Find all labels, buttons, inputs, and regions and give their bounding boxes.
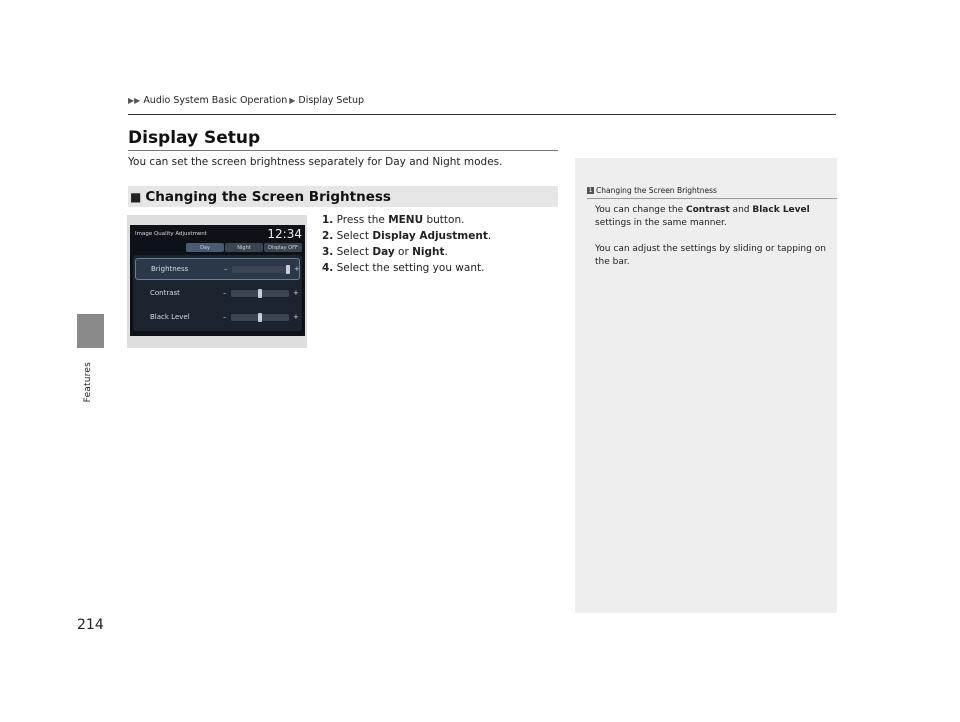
- slider-track[interactable]: [231, 314, 289, 321]
- step-item: 3. Select Day or Night.: [322, 246, 448, 258]
- breadcrumb-item-audio-system[interactable]: Audio System Basic Operation: [143, 95, 288, 106]
- breadcrumb-item-display-setup[interactable]: Display Setup: [298, 95, 365, 106]
- note-divider: [587, 198, 837, 199]
- step-item: 4. Select the setting you want.: [322, 262, 485, 274]
- section-heading-text: Changing the Screen Brightness: [145, 188, 391, 205]
- screen-title: Image Quality Adjustment: [135, 231, 207, 237]
- step-item: 1. Press the MENU button.: [322, 214, 465, 226]
- page-title: Display Setup: [128, 128, 261, 148]
- note-number-badge: 1: [588, 187, 593, 194]
- note-paragraph: You can change the Contrast and Black Level settings in the same manner.: [595, 205, 810, 228]
- note-body: [595, 204, 827, 282]
- sidebar-chapter-tab[interactable]: [77, 314, 104, 348]
- setting-row-contrast[interactable]: [135, 282, 300, 304]
- step-list: [322, 212, 491, 276]
- step-item: 2. Select Display Adjustment.: [322, 230, 492, 242]
- square-bullet-icon: ■: [130, 189, 142, 204]
- screen-illustration: [127, 215, 307, 348]
- slider-knob[interactable]: [286, 265, 290, 274]
- minus-icon[interactable]: –: [223, 313, 227, 321]
- plus-icon[interactable]: +: [293, 313, 299, 321]
- settings-panel: [133, 255, 302, 331]
- note-heading-text: Changing the Screen Brightness: [596, 186, 717, 195]
- setting-row-black-level[interactable]: [135, 306, 300, 328]
- intro-text: You can set the screen brightness separately for Day and Night modes.: [128, 156, 503, 168]
- screen-clock: 12:34: [267, 227, 302, 241]
- page-number: 214: [77, 617, 104, 633]
- plus-icon[interactable]: +: [294, 265, 300, 273]
- setting-label: Brightness: [151, 265, 189, 273]
- breadcrumb: [128, 95, 364, 106]
- breadcrumb-arrow-icon: ▶▶: [128, 96, 141, 105]
- note-heading: [587, 186, 717, 195]
- setting-label: Black Level: [150, 313, 190, 321]
- slider-knob[interactable]: [258, 289, 262, 298]
- breadcrumb-arrow-icon: ▶: [289, 96, 296, 105]
- setting-row-brightness[interactable]: [135, 258, 300, 280]
- section-heading: [128, 186, 558, 207]
- sidebar-chapter-label: Features: [83, 362, 93, 403]
- tab-day[interactable]: Day: [186, 243, 224, 252]
- slider-track[interactable]: [232, 266, 290, 273]
- tab-display-off[interactable]: Display OFF: [264, 243, 302, 252]
- note-paragraph: You can adjust the settings by sliding or tapping on the bar.: [595, 244, 826, 267]
- screen-tabs: [186, 243, 302, 252]
- minus-icon[interactable]: –: [224, 265, 228, 273]
- setting-label: Contrast: [150, 289, 180, 297]
- slider-knob[interactable]: [258, 313, 262, 322]
- display-screen: [130, 225, 305, 336]
- notes-column: [575, 158, 837, 613]
- tab-night[interactable]: Night: [225, 243, 263, 252]
- title-divider: [128, 150, 558, 151]
- header-divider: [128, 114, 836, 115]
- slider-track[interactable]: [231, 290, 289, 297]
- plus-icon[interactable]: +: [293, 289, 299, 297]
- minus-icon[interactable]: –: [223, 289, 227, 297]
